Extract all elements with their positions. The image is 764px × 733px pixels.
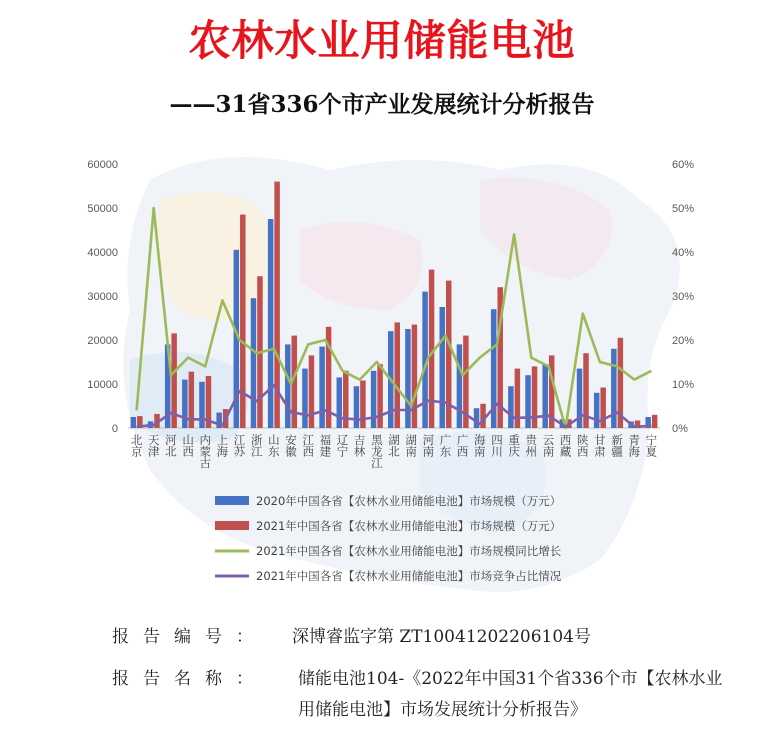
legend-label: 2020年中国各省【农林水业用储能电池】市场规模（万元）	[256, 494, 562, 508]
x-tick-label: 徽	[285, 444, 297, 459]
x-tick-label: 陕	[577, 433, 589, 447]
x-tick-label: 津	[147, 444, 160, 459]
x-tick-label: 东	[439, 444, 452, 459]
x-tick-label: 宁	[336, 444, 349, 459]
x-tick-label: 海	[216, 444, 229, 459]
x-tick-label: 湖	[405, 433, 417, 447]
x-tick-label: 新	[611, 433, 623, 447]
bar-2020	[285, 344, 290, 428]
x-tick-label: 苏	[233, 444, 246, 459]
y2-tick-label: 10%	[672, 379, 695, 391]
page-title: 农林水业用储能电池	[188, 16, 576, 65]
bar-2020	[457, 344, 462, 428]
y2-tick-label: 60%	[672, 159, 695, 171]
x-tick-label: 江	[371, 456, 383, 470]
y-tick-label: 10000	[87, 379, 118, 391]
x-tick-label: 西	[302, 444, 314, 459]
bar-2021	[377, 364, 382, 428]
x-tick-label: 北	[165, 444, 177, 459]
x-tick-label: 天	[147, 433, 160, 447]
x-tick-label: 辽	[336, 433, 349, 447]
x-tick-label: 古	[199, 456, 211, 470]
x-tick-label: 安	[285, 433, 297, 447]
x-tick-label: 南	[405, 444, 417, 459]
bar-2020	[405, 329, 410, 428]
x-tick-label: 南	[474, 444, 486, 459]
x-tick-label: 湖	[388, 433, 400, 447]
x-tick-label: 贵	[525, 433, 538, 447]
bar-2020	[319, 347, 324, 428]
x-tick-label: 广	[456, 433, 469, 447]
report-name-label: 报告名称：	[112, 669, 267, 689]
report-number-value: 深博睿监字第 ZT10041202206104号	[292, 627, 591, 647]
bar-2020	[371, 371, 376, 428]
report-number-row	[112, 622, 591, 647]
x-tick-label: 广	[439, 433, 452, 447]
x-tick-label: 云	[542, 433, 555, 447]
x-tick-label: 西	[559, 433, 572, 447]
x-tick-label: 重	[508, 433, 520, 447]
x-tick-label: 四	[491, 433, 503, 447]
x-tick-label: 海	[628, 444, 641, 459]
x-tick-label: 山	[268, 433, 280, 447]
y2-tick-label: 30%	[672, 291, 695, 303]
y-tick-label: 30000	[87, 291, 118, 303]
page-subtitle: ——31省336个市产业发展统计分析报告	[169, 91, 595, 118]
x-tick-label: 夏	[645, 444, 658, 459]
x-tick-label: 庆	[508, 444, 520, 459]
y2-tick-label: 50%	[672, 203, 695, 215]
x-tick-label: 西	[456, 444, 469, 459]
x-tick-label: 江	[250, 444, 263, 459]
bar-2020	[542, 364, 547, 428]
bar-2021	[429, 270, 434, 428]
y-tick-label: 20000	[87, 335, 118, 347]
legend-label: 2021年中国各省【农林水业用储能电池】市场规模（万元）	[256, 519, 562, 533]
bar-2021	[652, 415, 657, 428]
bar-2020	[268, 219, 273, 428]
y2-tick-label: 0%	[672, 423, 688, 435]
legend-label: 2021年中国各省【农林水业用储能电池】市场竞争占比情况	[256, 569, 562, 583]
y2-tick-label: 40%	[672, 247, 695, 259]
x-tick-label: 江	[233, 433, 246, 447]
bar-2020	[525, 375, 530, 428]
x-tick-label: 山	[182, 433, 194, 447]
bar-2020	[199, 382, 204, 428]
legend-swatch	[215, 521, 249, 530]
x-tick-label: 东	[268, 444, 280, 459]
bar-2021	[309, 355, 314, 428]
y2-tick-label: 20%	[672, 335, 695, 347]
x-tick-label: 宁	[645, 433, 658, 447]
x-tick-label: 青	[628, 433, 641, 447]
bar-2021	[395, 322, 400, 428]
bar-2021	[600, 388, 605, 428]
x-tick-label: 甘	[594, 433, 606, 447]
bar-2021	[412, 325, 417, 428]
x-tick-label: 黑	[371, 433, 383, 447]
x-tick-label: 西	[577, 444, 589, 459]
y-tick-label: 40000	[87, 247, 118, 259]
market-chart	[0, 140, 764, 600]
x-tick-label: 建	[319, 444, 332, 459]
bar-2020	[131, 417, 136, 428]
x-tick-label: 海	[474, 433, 486, 447]
x-tick-label: 北	[388, 444, 400, 459]
x-tick-label: 蒙	[199, 444, 211, 459]
bar-2020	[508, 386, 513, 428]
x-tick-label: 内	[199, 433, 211, 447]
x-tick-label: 北	[130, 433, 143, 447]
bar-2021	[360, 380, 365, 428]
x-tick-label: 南	[542, 444, 555, 459]
x-tick-label: 福	[319, 433, 332, 447]
x-tick-label: 疆	[611, 444, 623, 459]
legend-swatch	[215, 496, 249, 505]
x-tick-label: 南	[422, 444, 435, 459]
x-tick-label: 河	[165, 433, 177, 447]
bar-2020	[354, 386, 359, 428]
x-tick-label: 西	[182, 444, 194, 459]
x-tick-label: 京	[130, 444, 143, 459]
x-tick-label: 州	[525, 444, 538, 459]
bar-2020	[302, 369, 307, 428]
x-tick-label: 吉	[353, 433, 366, 447]
bar-2020	[182, 380, 187, 428]
bar-2021	[532, 366, 537, 428]
x-tick-label: 浙	[250, 433, 263, 447]
bar-2021	[240, 215, 245, 428]
bar-2020	[474, 408, 479, 428]
bar-2020	[337, 377, 342, 428]
x-tick-label: 龙	[371, 444, 383, 459]
legend-label: 2021年中国各省【农林水业用储能电池】市场规模同比增长	[256, 544, 562, 558]
x-tick-label: 川	[491, 444, 503, 459]
bar-2020	[251, 298, 256, 428]
x-tick-label: 上	[216, 433, 229, 447]
x-tick-label: 藏	[559, 444, 572, 459]
bar-2020	[594, 393, 599, 428]
bar-2020	[439, 307, 444, 428]
report-name-value: 储能电池104-《2022年中国31个省336个市【农林水业用储能电池】市场发展统计分析报告》	[298, 669, 723, 720]
x-tick-label: 江	[302, 433, 314, 447]
x-tick-label: 肃	[594, 444, 606, 459]
report-number-label: 报告编号：	[112, 627, 267, 647]
y-tick-label: 50000	[87, 203, 118, 215]
x-tick-label: 河	[422, 433, 435, 447]
y-tick-label: 0	[111, 423, 118, 435]
y-tick-label: 60000	[87, 159, 118, 171]
x-tick-label: 林	[353, 444, 366, 459]
